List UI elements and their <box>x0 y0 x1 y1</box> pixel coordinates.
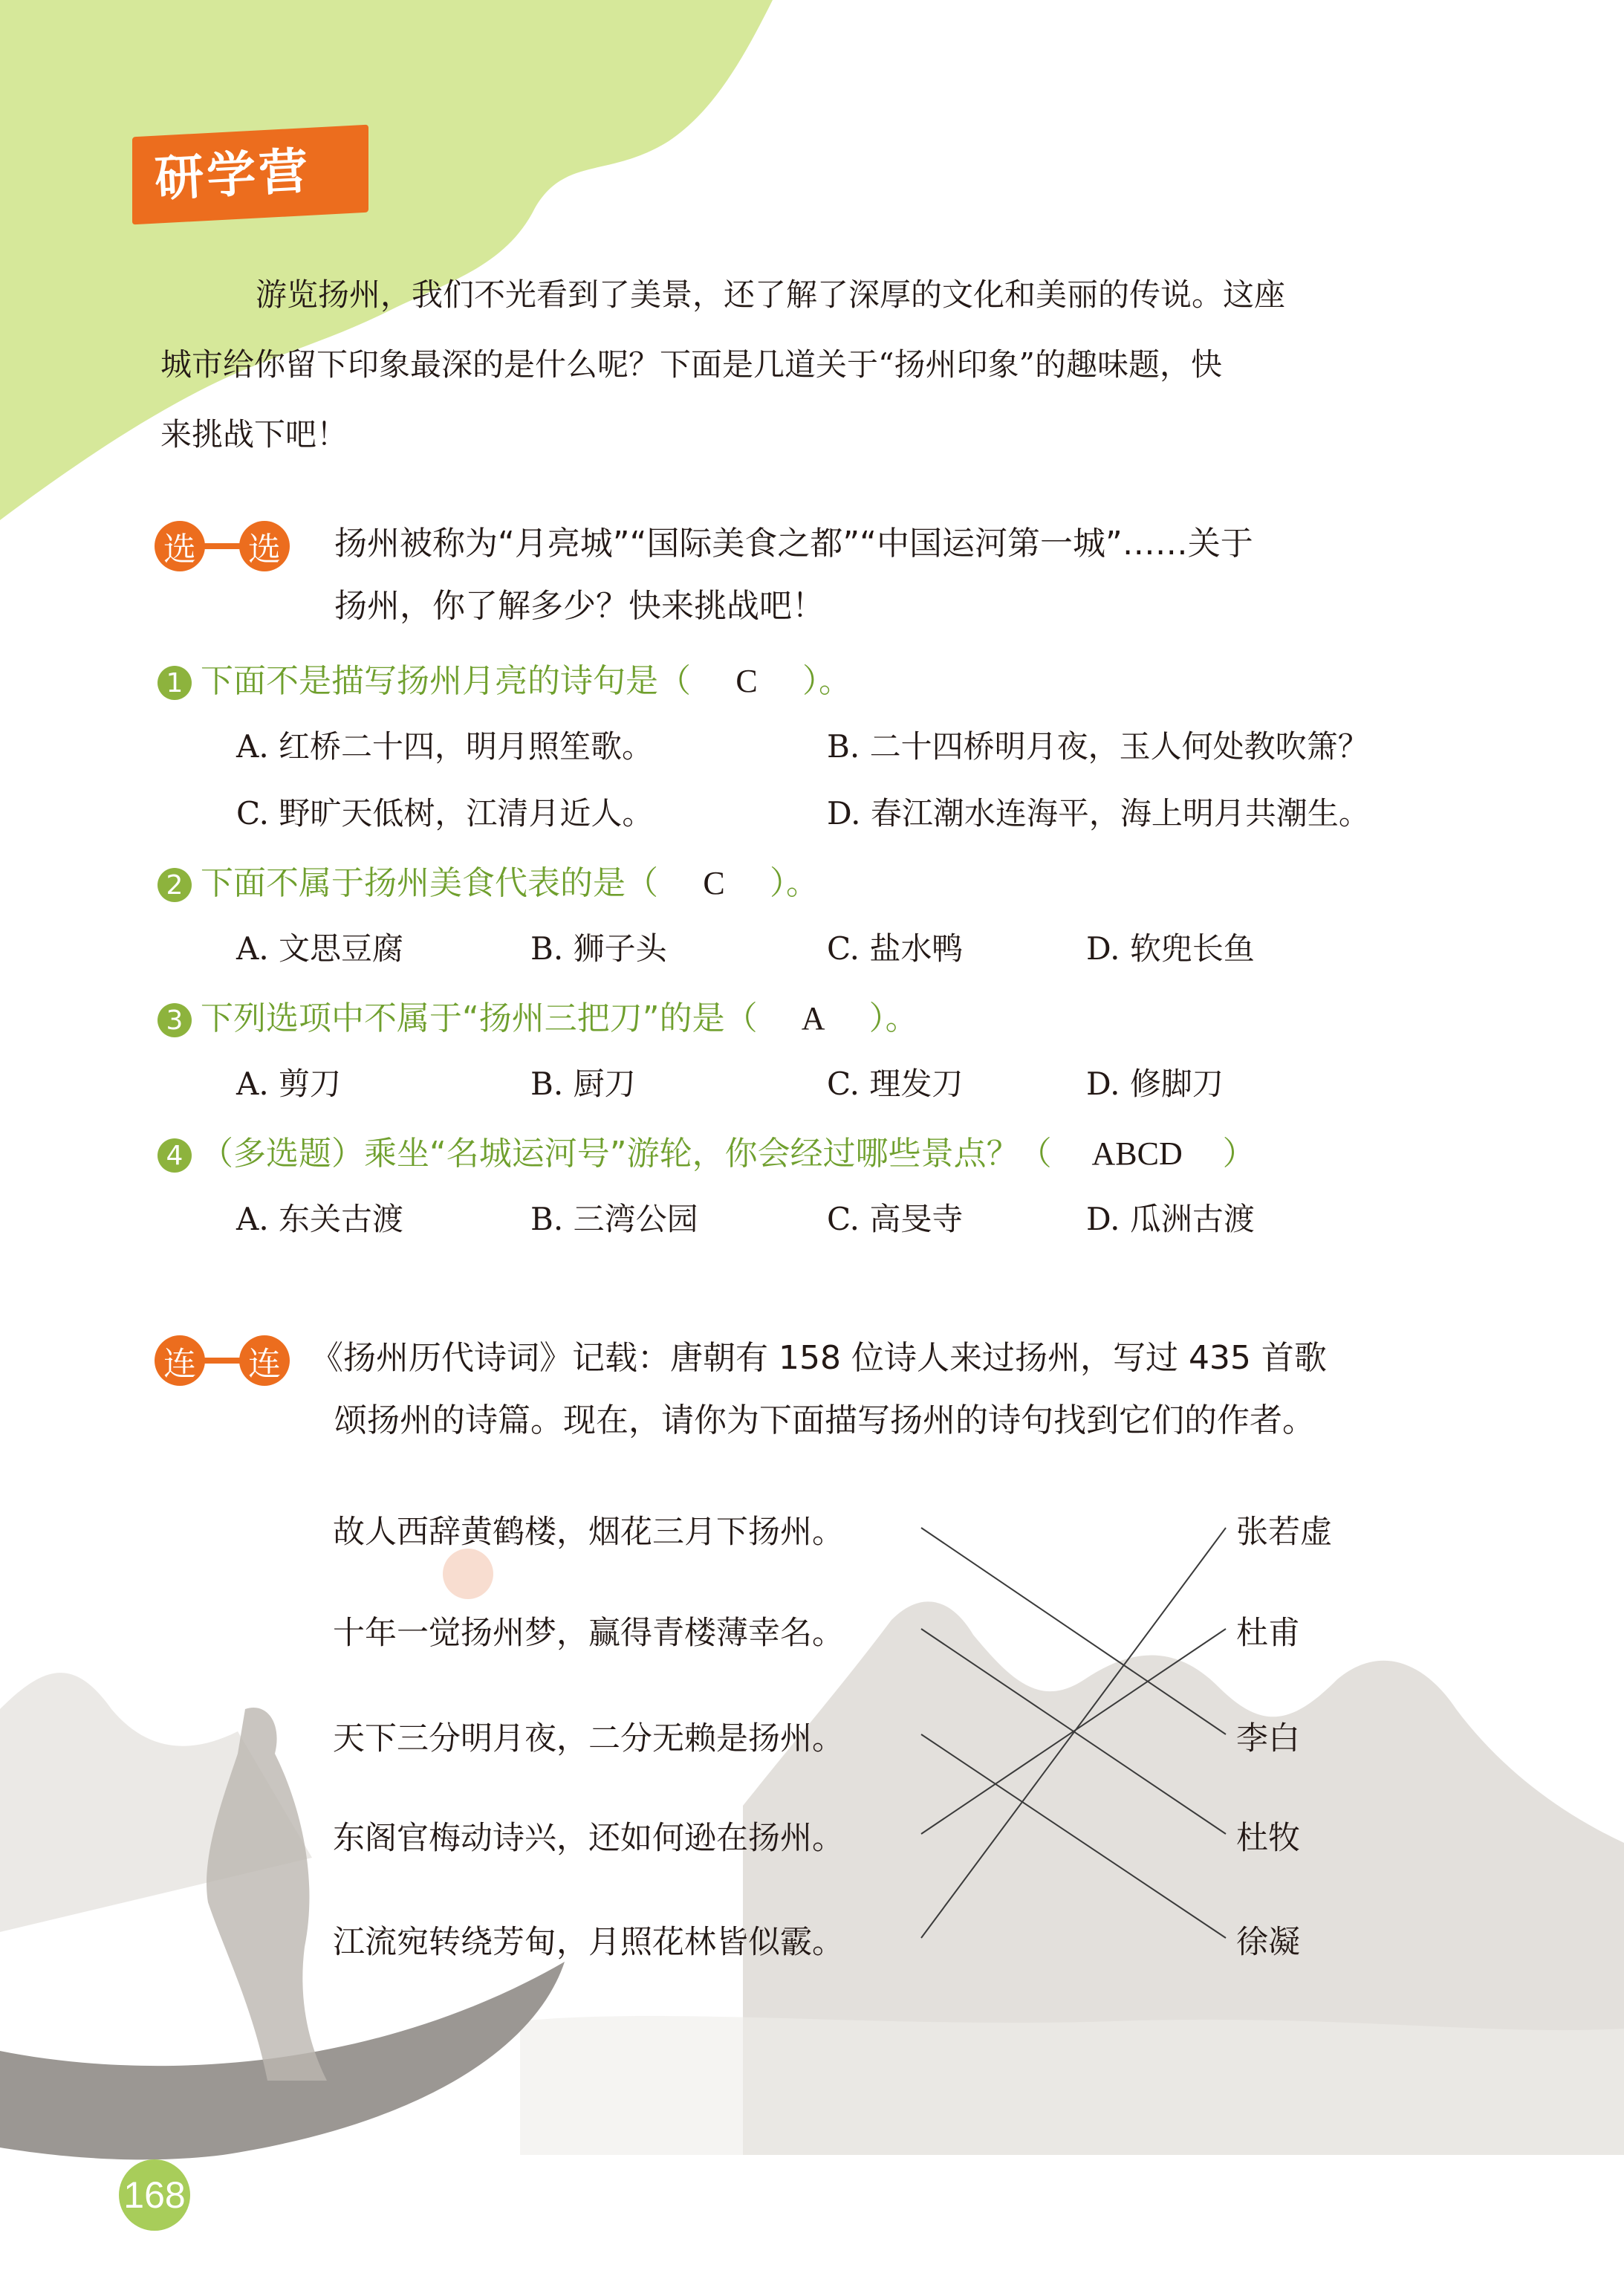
question-number: 2 <box>157 868 192 902</box>
question-suffix: ） <box>1222 1135 1256 1173</box>
badge-char: 选 <box>239 521 290 571</box>
question-text: 下面不属于扬州美食代表的是（ <box>201 864 658 902</box>
section2-line: 颂扬州的诗篇。现在，请你为下面描写扬州的诗句找到它们的作者。 <box>334 1401 1315 1439</box>
question-text: （多选题）乘坐“名城运河号”游轮，你会经过哪些景点？（ <box>201 1135 1052 1173</box>
option: B. 二十四桥明月夜，玉人何处教吹箫？ <box>827 728 1369 765</box>
option: A. 文思豆腐 <box>236 930 404 967</box>
poem-line: 江流宛转绕芳甸，月照花林皆似霰。 <box>333 1924 844 1961</box>
option: B. 厨刀 <box>530 1066 636 1102</box>
question-text: 下列选项中不属于“扬州三把刀”的是（ <box>201 999 758 1037</box>
option: C. 盐水鸭 <box>827 930 964 967</box>
match-line[interactable] <box>921 1528 1226 1734</box>
badge-char: 选 <box>155 521 205 571</box>
section1-line: 扬州，你了解多少？快来挑战吧！ <box>334 587 825 625</box>
author-name: 杜牧 <box>1236 1820 1300 1857</box>
poem-line: 天下三分明月夜，二分无赖是扬州。 <box>333 1720 844 1757</box>
question-suffix: ）。 <box>770 864 819 902</box>
option: C. 野旷天低树，江清月近人。 <box>236 795 654 832</box>
intro-line: 城市给你留下印象最深的是什么呢？下面是几道关于“扬州印象”的趣味题，快 <box>160 346 1222 383</box>
option: D. 春江潮水连海平，海上明月共潮生。 <box>827 795 1370 832</box>
question-number: 3 <box>157 1003 192 1037</box>
answer[interactable]: C <box>735 663 758 699</box>
page-title: 研学营 <box>153 142 313 208</box>
intro-line: 来挑战下吧！ <box>160 416 348 453</box>
question-suffix: ）。 <box>868 999 918 1037</box>
option: C. 理发刀 <box>827 1066 964 1102</box>
option: B. 狮子头 <box>530 930 667 967</box>
author-name: 杜甫 <box>1236 1615 1300 1652</box>
page-number: 168 <box>119 2159 190 2231</box>
poem-line: 十年一觉扬州梦，赢得青楼薄幸名。 <box>333 1615 844 1652</box>
option: A. 红桥二十四，明月照笙歌。 <box>236 728 654 765</box>
answer[interactable]: ABCD <box>1091 1135 1183 1172</box>
author-name: 张若虚 <box>1236 1514 1332 1551</box>
badge-char: 连 <box>155 1335 205 1386</box>
option: D. 瓜洲古渡 <box>1086 1201 1255 1237</box>
answer[interactable]: C <box>703 865 725 901</box>
section1-line: 扬州被称为“月亮城”“国际美食之都”“中国运河第一城”……关于 <box>334 525 1253 563</box>
option: A. 剪刀 <box>236 1066 342 1102</box>
option: C. 高旻寺 <box>827 1201 964 1237</box>
option: D. 软兜长鱼 <box>1086 930 1255 967</box>
option: D. 修脚刀 <box>1086 1066 1224 1102</box>
match-line[interactable] <box>921 1528 1226 1938</box>
match-line[interactable] <box>921 1734 1226 1938</box>
question-number: 4 <box>157 1138 192 1173</box>
answer[interactable]: A <box>801 1000 825 1037</box>
option: A. 东关古渡 <box>236 1201 404 1237</box>
section2-line: 《扬州历代诗词》记载：唐朝有 158 位诗人来过扬州，写过 435 首歌 <box>311 1339 1327 1377</box>
badge-char: 连 <box>239 1335 290 1386</box>
poem-line: 东阁官梅动诗兴，还如何逊在扬州。 <box>333 1820 844 1857</box>
question-number: 1 <box>157 666 192 700</box>
author-name: 李白 <box>1236 1720 1300 1757</box>
intro-line: 游览扬州，我们不光看到了美景，还了解了深厚的文化和美丽的传说。这座 <box>256 276 1286 313</box>
question-text: 下面不是描写扬州月亮的诗句是（ <box>201 662 691 700</box>
option: B. 三湾公园 <box>530 1201 698 1237</box>
poem-line: 故人西辞黄鹤楼，烟花三月下扬州。 <box>333 1514 844 1551</box>
question-suffix: ）。 <box>802 662 851 700</box>
author-name: 徐凝 <box>1236 1924 1300 1961</box>
